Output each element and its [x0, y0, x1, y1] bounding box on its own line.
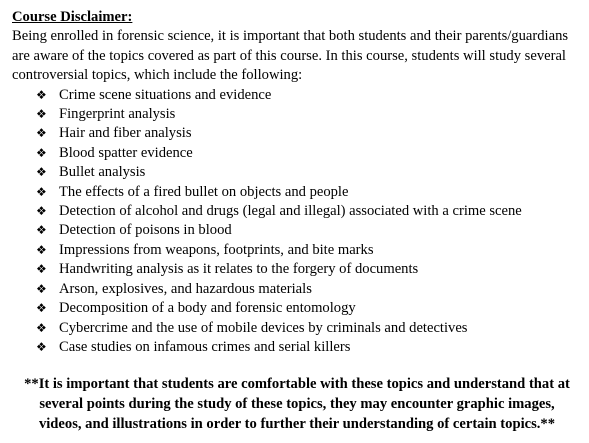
topic-text: Fingerprint analysis [59, 106, 176, 123]
list-item [12, 124, 586, 143]
diamond-bullet-icon: ❖ [36, 281, 47, 296]
topic-text: Arson, explosives, and hazardous materials [59, 280, 312, 297]
topic-text: Detection of alcohol and drugs (legal and illegal) associated with a crime scene [59, 203, 522, 220]
list-item [12, 163, 586, 182]
diamond-bullet-icon: ❖ [36, 223, 47, 238]
list-item [12, 221, 586, 240]
list-item [12, 202, 586, 221]
topic-text: Cybercrime and the use of mobile devices by criminals and detectives [59, 319, 468, 336]
list-item [12, 86, 586, 105]
diamond-bullet-icon: ❖ [36, 126, 47, 141]
list-item [12, 183, 586, 202]
diamond-bullet-icon: ❖ [36, 184, 47, 199]
disclaimer-intro: Being enrolled in forensic science, it is important that both students and their parents/guardians are aware of the topics covered as part of this course. In this course, students will study several controversial topics, which include the following: [12, 28, 569, 84]
topic-text: Case studies on infamous crimes and serial killers [59, 338, 351, 355]
diamond-bullet-icon: ❖ [36, 339, 47, 354]
topic-text: Handwriting analysis as it relates to the forgery of documents [59, 261, 419, 278]
diamond-bullet-icon: ❖ [36, 242, 47, 257]
diamond-bullet-icon: ❖ [36, 107, 47, 122]
topic-text: Decomposition of a body and forensic entomology [59, 300, 356, 317]
diamond-bullet-icon: ❖ [36, 204, 47, 219]
diamond-bullet-icon: ❖ [36, 320, 47, 335]
list-item [12, 105, 586, 124]
topic-text: Impressions from weapons, footprints, and bite marks [59, 241, 374, 258]
disclaimer-heading: Course Disclaimer: [12, 9, 133, 25]
topics-list [12, 86, 586, 358]
topic-text: Bullet analysis [59, 164, 146, 181]
list-item [12, 260, 586, 279]
diamond-bullet-icon: ❖ [36, 145, 47, 160]
diamond-bullet-icon: ❖ [36, 165, 47, 180]
topic-text: Crime scene situations and evidence [59, 86, 272, 103]
list-item [12, 319, 586, 338]
topic-text: Hair and fiber analysis [59, 125, 192, 142]
list-item [12, 280, 586, 299]
diamond-bullet-icon: ❖ [36, 262, 47, 277]
list-item [12, 144, 586, 163]
diamond-bullet-icon: ❖ [36, 87, 47, 102]
topic-text: Detection of poisons in blood [59, 222, 232, 239]
course-disclaimer [12, 8, 586, 357]
list-item [12, 338, 586, 357]
topic-text: Blood spatter evidence [59, 144, 193, 161]
list-item [12, 241, 586, 260]
topic-text: The effects of a fired bullet on objects and people [59, 183, 349, 200]
list-item [12, 299, 586, 318]
content-warning: **It is important that students are comfortable with these topics and understand that at several points during the study of these topics, they may encounter graphic images, videos, and illustrations in order to further their understanding of certain topics.** [24, 376, 570, 432]
diamond-bullet-icon: ❖ [36, 301, 47, 316]
